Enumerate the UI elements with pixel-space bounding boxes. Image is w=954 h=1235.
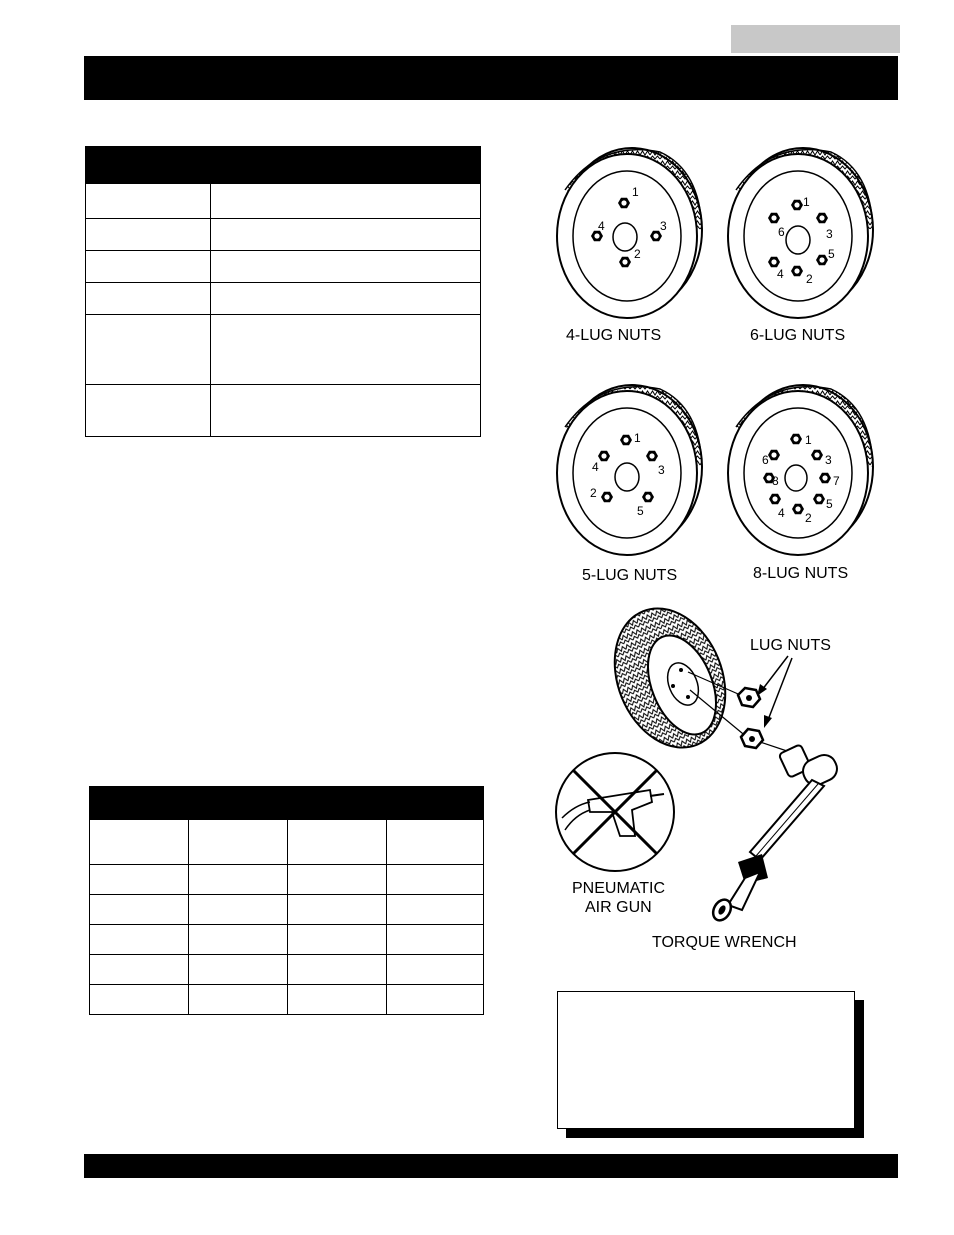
lug-number: 7 (833, 474, 840, 488)
lug-number: 3 (826, 227, 833, 241)
wheel-5-lug (557, 385, 702, 555)
lug-number: 4 (778, 506, 785, 520)
lug-number: 2 (590, 486, 597, 500)
wheel-4-label: 4-LUG NUTS (566, 327, 662, 344)
lug-nuts-label: LUG NUTS (750, 637, 831, 654)
lug-number: 6 (762, 453, 769, 467)
lug-number: 2 (805, 511, 812, 525)
prohibited-air-gun (556, 753, 674, 871)
lug-number: 2 (806, 272, 813, 286)
air-gun-label-line1: PNEUMATIC (572, 880, 666, 897)
wheel-4-lug (557, 148, 702, 318)
wheel-8-lug (728, 385, 873, 555)
pointer-line (762, 656, 788, 690)
wheel-8-label: 8-LUG NUTS (753, 565, 849, 582)
lug-number: 4 (777, 267, 784, 281)
lug-number: 5 (637, 504, 644, 518)
lug-number: 1 (632, 185, 639, 199)
lug-nut (741, 729, 763, 748)
lug-number: 5 (828, 247, 835, 261)
lug-nut (738, 688, 760, 707)
wheel-6-lug (728, 148, 873, 318)
lug-number: 6 (778, 225, 785, 239)
wheel-6-label: 6-LUG NUTS (750, 327, 846, 344)
lug-number: 5 (826, 497, 833, 511)
lug-number: 4 (592, 460, 599, 474)
lug-number: 2 (634, 247, 641, 261)
lug-number: 4 (598, 219, 605, 233)
wheel-5-label: 5-LUG NUTS (582, 567, 678, 584)
lug-number: 8 (772, 474, 779, 488)
lug-number: 1 (634, 431, 641, 445)
air-gun-label-line2: AIR GUN (585, 899, 652, 916)
lug-number: 3 (825, 453, 832, 467)
lug-number: 1 (803, 195, 810, 209)
lug-number: 1 (805, 433, 812, 447)
lug-number: 3 (660, 219, 667, 233)
torque-wrench (710, 744, 841, 923)
torque-wrench-label: TORQUE WRENCH (652, 934, 797, 951)
lug-number: 3 (658, 463, 665, 477)
arrow-head-icon (764, 715, 772, 728)
